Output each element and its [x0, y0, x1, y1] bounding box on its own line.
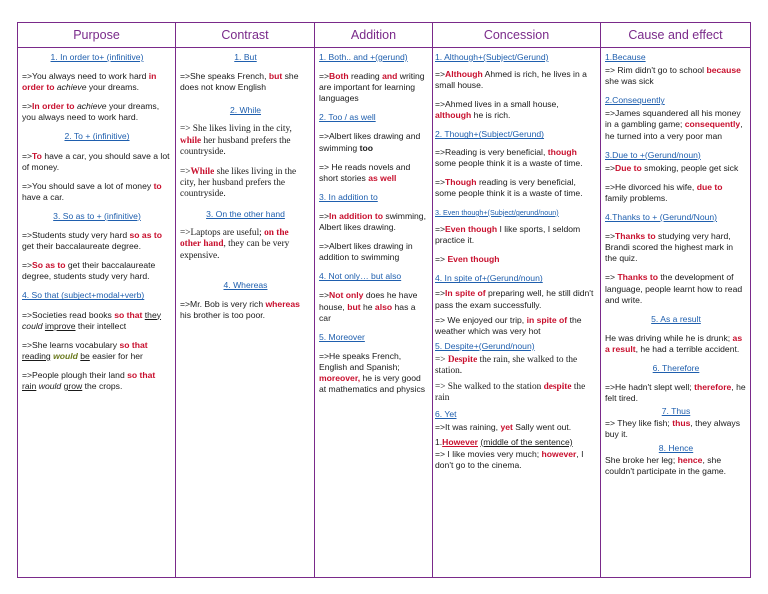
example: =>He speaks French, English and Spanish; moreover, he is very good at mathematics and physics	[319, 350, 426, 395]
example: => He reads novels and short stories as well	[319, 161, 411, 183]
section-as-a-result: 5. As a result	[651, 313, 701, 324]
example: =>It was raining, yet Sally went out.	[435, 421, 572, 432]
section-yet: 6. Yet	[435, 408, 457, 419]
example: =>Albert likes drawing and swimming too	[319, 131, 421, 153]
example: => We enjoyed our trip, in spite of the weather which was very hot	[435, 314, 582, 336]
section-however: 1.However (middle of the sentence)	[435, 436, 573, 447]
section-thus: 7. Thus	[661, 406, 691, 417]
column-purpose	[18, 23, 176, 577]
example: =>He hadn't slept well; therefore, he felt tired.	[605, 382, 746, 404]
example: => She walked to the station despite the rain	[435, 381, 586, 404]
example: =>She learns vocabulary so that reading would be easier for her	[22, 339, 148, 361]
example: =>Ahmed lives in a small house, although he is rich.	[435, 99, 559, 121]
example: =>Students study very hard so as to get their baccalaureate degree.	[22, 230, 162, 252]
example: =>Due to smoking, people get sick	[605, 162, 739, 173]
section-so-that: 4. So that (subject+modal+verb)	[22, 290, 145, 301]
example: He was driving while he is drunk; as a result, he had a terrible accident.	[605, 332, 743, 354]
example: =>In order to achieve your dreams, you always need to work hard.	[22, 101, 160, 123]
example: =>Societies read books so that they could improve their intellect	[22, 309, 162, 331]
header-concession: Concession	[433, 23, 600, 48]
example: =>Even though I like sports, I seldom practice it.	[435, 224, 581, 246]
connectors-table	[17, 22, 751, 578]
example: =>Though reading is very beneficial, some people think it is a waste of time.	[435, 176, 583, 198]
section-on-the-other-hand: 3. On the other hand	[206, 208, 285, 219]
example: =>You should save a lot of money to have a car.	[22, 180, 162, 202]
example: =>He divorced his wife, due to family problems.	[605, 181, 723, 203]
example: =>Not only does he have house, but he also has a car	[319, 290, 418, 323]
example: =>Thanks to studying very hard, Brandi scored the highest mark in the quiz.	[605, 231, 734, 264]
section-so-as-to: 3. So as to + (infinitive)	[53, 210, 141, 221]
section-though: 2. Though+(Subject/Gerund)	[435, 129, 545, 140]
section-due-to: 3.Due to +(Gerund/noun)	[605, 149, 701, 160]
column-concession	[433, 23, 601, 577]
header-purpose: Purpose	[18, 23, 175, 48]
example: =>Reading is very beneficial, though some people think it is a waste of time.	[435, 146, 583, 168]
column-cause-effect	[601, 23, 750, 577]
example: =>In addition to swimming, Albert likes drawing.	[319, 210, 426, 233]
section-in-order-to: 1. In order to+ (infinitive)	[50, 52, 144, 62]
section-although: 1. Although+(Subject/Gerund)	[435, 52, 549, 62]
section-in-spite-of: 4. In spite of+(Gerund/noun)	[435, 273, 543, 284]
section-hence: 8. Hence	[658, 442, 694, 453]
example: => I like movies very much; however, I don't go to the cinema.	[435, 448, 584, 470]
example: => Even though	[435, 254, 500, 265]
section-even-though: 3. Even though+(Subject/gerund/noun)	[435, 207, 559, 217]
example: =>She speaks French, but she does not know English	[180, 71, 299, 93]
example: =>Albert likes drawing in addition to swimming	[319, 241, 413, 263]
section-to: 2. To + (infinitive)	[64, 131, 130, 142]
section-whereas: 4. Whereas	[223, 280, 268, 291]
example: =>James squandered all his money in a gambling game; consequently, he turned into a very poor man	[605, 108, 743, 141]
section-thanks-to: 4.Thanks to + (Gerund/Noun)	[605, 212, 718, 223]
section-in-addition-to: 3. In addition to	[319, 191, 378, 202]
section-both-and: 1. Both.. and +(gerund)	[319, 52, 408, 62]
example: =>Mr. Bob is very rich whereas his brother is too poor.	[180, 299, 300, 321]
header-contrast: Contrast	[176, 23, 314, 48]
section-but: 1. But	[234, 52, 257, 62]
example: => Rim didn't go to school because she was sick	[605, 65, 741, 87]
section-despite: 5. Despite+(Gerund/noun)	[435, 340, 535, 351]
example: => They like fish; thus, they always buy it.	[605, 418, 741, 440]
example: => Despite the rain, she walked to the station.	[435, 354, 578, 377]
example: =>So as to get their baccalaureate degree, students study very hard.	[22, 260, 156, 282]
section-therefore: 6. Therefore	[652, 362, 700, 373]
section-while: 2. While	[229, 105, 262, 116]
column-contrast	[176, 23, 315, 577]
section-not-only-but-also: 4. Not only… but also	[319, 271, 402, 282]
example: => She likes living in the city, while her husband prefers the countryside.	[180, 124, 292, 158]
section-moreover: 5. Moreover	[319, 331, 365, 342]
example: =>While she likes living in the city, her husband prefers the countryside.	[180, 166, 297, 200]
example: =>Laptops are useful; on the other hand, they can be very expensive.	[180, 227, 290, 261]
example: =>You always need to work hard in order to achieve your dreams.	[22, 71, 157, 93]
header-addition: Addition	[315, 23, 432, 48]
example: =>In spite of preparing well, he still didn't pass the exam successfully.	[435, 288, 594, 310]
example: =>Although Ahmed is rich, he lives in a small house.	[435, 69, 587, 91]
section-too-as-well: 2. Too / as well	[319, 112, 376, 123]
example: => Thanks to the development of language, people learnt how to read and write.	[605, 272, 743, 305]
example: =>People plough their land so that rain would grow the crops.	[22, 369, 156, 391]
section-consequently: 2.Consequently	[605, 95, 665, 106]
example: =>Both reading and writing are important for learning languages	[319, 71, 425, 104]
header-cause-effect: Cause and effect	[601, 23, 750, 48]
section-because: 1.Because	[605, 52, 646, 62]
example: She broke her leg; hence, she couldn't participate in the game.	[605, 454, 727, 476]
example: =>To have a car, you should save a lot of money.	[22, 150, 170, 172]
column-addition	[315, 23, 433, 577]
